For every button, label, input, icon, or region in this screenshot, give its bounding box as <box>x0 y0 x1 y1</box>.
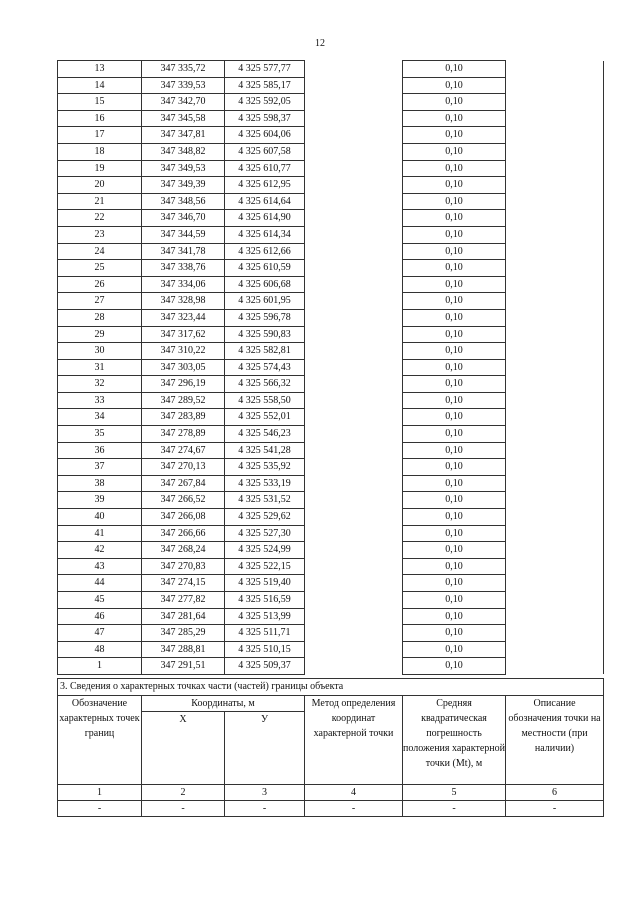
coord-x: 347 348,56 <box>142 193 225 210</box>
coord-y: 4 325 558,50 <box>225 392 305 409</box>
table-row <box>58 592 604 609</box>
table-row <box>58 359 604 376</box>
column-number: 3 <box>225 784 305 800</box>
coord-y: 4 325 529,62 <box>225 509 305 526</box>
error-value: 0,10 <box>403 641 506 658</box>
point-number: 32 <box>58 376 142 393</box>
description-cell <box>506 309 604 326</box>
description-cell <box>506 61 604 78</box>
coord-x: 347 346,70 <box>142 210 225 227</box>
method-cell <box>305 143 403 160</box>
coord-x: 347 266,08 <box>142 509 225 526</box>
column-number: 6 <box>506 784 604 800</box>
coord-y: 4 325 601,95 <box>225 293 305 310</box>
method-cell <box>305 409 403 426</box>
method-cell <box>305 658 403 675</box>
table-row <box>58 542 604 559</box>
header-method: Метод определения координат характерной точки <box>305 695 403 784</box>
coord-y: 4 325 610,77 <box>225 160 305 177</box>
table-row <box>58 260 604 277</box>
point-number: 46 <box>58 608 142 625</box>
coord-y: 4 325 614,90 <box>225 210 305 227</box>
coord-x: 347 281,64 <box>142 608 225 625</box>
description-cell <box>506 509 604 526</box>
description-cell <box>506 193 604 210</box>
method-cell <box>305 110 403 127</box>
column-number: 1 <box>58 784 142 800</box>
table-row <box>58 376 604 393</box>
point-number: 21 <box>58 193 142 210</box>
point-number: 14 <box>58 77 142 94</box>
description-cell <box>506 625 604 642</box>
description-cell <box>506 276 604 293</box>
error-value: 0,10 <box>403 160 506 177</box>
coord-y: 4 325 614,64 <box>225 193 305 210</box>
description-cell <box>506 143 604 160</box>
method-cell <box>305 575 403 592</box>
error-value: 0,10 <box>403 77 506 94</box>
section3-table <box>57 678 604 817</box>
description-cell <box>506 77 604 94</box>
description-cell <box>506 293 604 310</box>
description-cell <box>506 127 604 144</box>
error-value: 0,10 <box>403 260 506 277</box>
description-cell <box>506 94 604 111</box>
error-value: 0,10 <box>403 110 506 127</box>
coord-x: 347 339,53 <box>142 77 225 94</box>
table-row <box>58 409 604 426</box>
coord-y: 4 325 607,58 <box>225 143 305 160</box>
page-number: 12 <box>315 38 325 49</box>
description-cell <box>506 575 604 592</box>
coordinates-table <box>57 60 604 675</box>
description-cell <box>506 525 604 542</box>
point-number: 31 <box>58 359 142 376</box>
point-number: 16 <box>58 110 142 127</box>
description-cell <box>506 243 604 260</box>
coord-x: 347 341,78 <box>142 243 225 260</box>
point-number: 33 <box>58 392 142 409</box>
point-number: 35 <box>58 426 142 443</box>
method-cell <box>305 61 403 78</box>
table-row <box>58 293 604 310</box>
column-number: 4 <box>305 784 403 800</box>
method-cell <box>305 641 403 658</box>
error-value: 0,10 <box>403 193 506 210</box>
coord-x: 347 344,59 <box>142 226 225 243</box>
point-number: 20 <box>58 177 142 194</box>
error-value: 0,10 <box>403 442 506 459</box>
table-row <box>58 77 604 94</box>
method-cell <box>305 392 403 409</box>
description-cell <box>506 426 604 443</box>
table-row <box>58 575 604 592</box>
table-row <box>58 326 604 343</box>
point-number: 29 <box>58 326 142 343</box>
error-value: 0,10 <box>403 276 506 293</box>
error-value: 0,10 <box>403 243 506 260</box>
method-cell <box>305 276 403 293</box>
coord-y: 4 325 590,83 <box>225 326 305 343</box>
error-value: 0,10 <box>403 210 506 227</box>
coord-x: 347 274,15 <box>142 575 225 592</box>
table-row <box>58 658 604 675</box>
error-value: 0,10 <box>403 409 506 426</box>
coord-x: 347 266,52 <box>142 492 225 509</box>
coord-y: 4 325 582,81 <box>225 343 305 360</box>
coord-x: 347 268,24 <box>142 542 225 559</box>
coord-y: 4 325 585,17 <box>225 77 305 94</box>
error-value: 0,10 <box>403 143 506 160</box>
description-cell <box>506 226 604 243</box>
description-cell <box>506 492 604 509</box>
method-cell <box>305 426 403 443</box>
coord-x: 347 349,53 <box>142 160 225 177</box>
table-row <box>58 641 604 658</box>
point-number: 26 <box>58 276 142 293</box>
table-row <box>58 343 604 360</box>
table-row <box>58 475 604 492</box>
description-cell <box>506 160 604 177</box>
point-number: 17 <box>58 127 142 144</box>
error-value: 0,10 <box>403 625 506 642</box>
table-row <box>58 94 604 111</box>
coord-y: 4 325 516,59 <box>225 592 305 609</box>
coord-y: 4 325 524,99 <box>225 542 305 559</box>
point-number: 34 <box>58 409 142 426</box>
coord-x: 347 277,82 <box>142 592 225 609</box>
table-row <box>58 243 604 260</box>
error-value: 0,10 <box>403 343 506 360</box>
point-number: 48 <box>58 641 142 658</box>
empty-value: - <box>403 800 506 816</box>
coord-x: 347 310,22 <box>142 343 225 360</box>
error-value: 0,10 <box>403 492 506 509</box>
method-cell <box>305 608 403 625</box>
description-cell <box>506 376 604 393</box>
description-cell <box>506 343 604 360</box>
table-row <box>58 309 604 326</box>
error-value: 0,10 <box>403 376 506 393</box>
table-row <box>58 525 604 542</box>
section3-title: 3. Сведения о характерных точках части (частей) границы объекта <box>58 679 604 696</box>
coord-x: 347 270,13 <box>142 459 225 476</box>
header-error: Средняя квадратическая погрешность положения характерной точки (Mt), м <box>403 695 506 784</box>
coord-y: 4 325 509,37 <box>225 658 305 675</box>
coord-x: 347 323,44 <box>142 309 225 326</box>
coord-y: 4 325 614,34 <box>225 226 305 243</box>
coord-x: 347 348,82 <box>142 143 225 160</box>
coord-y: 4 325 513,99 <box>225 608 305 625</box>
point-number: 38 <box>58 475 142 492</box>
point-number: 27 <box>58 293 142 310</box>
table-row <box>58 61 604 78</box>
coord-y: 4 325 533,19 <box>225 475 305 492</box>
coord-x: 347 334,06 <box>142 276 225 293</box>
table-row <box>58 392 604 409</box>
coord-y: 4 325 541,28 <box>225 442 305 459</box>
coord-x: 347 338,76 <box>142 260 225 277</box>
method-cell <box>305 492 403 509</box>
method-cell <box>305 459 403 476</box>
error-value: 0,10 <box>403 658 506 675</box>
coord-y: 4 325 566,32 <box>225 376 305 393</box>
description-cell <box>506 177 604 194</box>
point-number: 30 <box>58 343 142 360</box>
coord-x: 347 288,81 <box>142 641 225 658</box>
error-value: 0,10 <box>403 94 506 111</box>
error-value: 0,10 <box>403 575 506 592</box>
point-number: 25 <box>58 260 142 277</box>
error-value: 0,10 <box>403 359 506 376</box>
method-cell <box>305 442 403 459</box>
point-number: 43 <box>58 558 142 575</box>
point-number: 13 <box>58 61 142 78</box>
error-value: 0,10 <box>403 226 506 243</box>
point-number: 37 <box>58 459 142 476</box>
coord-y: 4 325 612,66 <box>225 243 305 260</box>
coord-x: 347 345,58 <box>142 110 225 127</box>
table-row <box>58 160 604 177</box>
point-number: 18 <box>58 143 142 160</box>
coord-y: 4 325 522,15 <box>225 558 305 575</box>
coord-x: 347 335,72 <box>142 61 225 78</box>
coord-x: 347 328,98 <box>142 293 225 310</box>
coord-x: 347 317,62 <box>142 326 225 343</box>
description-cell <box>506 442 604 459</box>
table-row <box>58 127 604 144</box>
point-number: 24 <box>58 243 142 260</box>
method-cell <box>305 94 403 111</box>
coord-y: 4 325 612,95 <box>225 177 305 194</box>
point-number: 23 <box>58 226 142 243</box>
coord-y: 4 325 610,59 <box>225 260 305 277</box>
method-cell <box>305 525 403 542</box>
coord-y: 4 325 577,77 <box>225 61 305 78</box>
header-y: У <box>225 711 305 784</box>
method-cell <box>305 177 403 194</box>
description-cell <box>506 608 604 625</box>
method-cell <box>305 309 403 326</box>
error-value: 0,10 <box>403 592 506 609</box>
table-row <box>58 558 604 575</box>
empty-value: - <box>305 800 403 816</box>
error-value: 0,10 <box>403 426 506 443</box>
coord-x: 347 274,67 <box>142 442 225 459</box>
method-cell <box>305 210 403 227</box>
method-cell <box>305 226 403 243</box>
error-value: 0,10 <box>403 127 506 144</box>
table-row <box>58 210 604 227</box>
method-cell <box>305 77 403 94</box>
description-cell <box>506 641 604 658</box>
header-x: Х <box>142 711 225 784</box>
coord-y: 4 325 527,30 <box>225 525 305 542</box>
point-number: 22 <box>58 210 142 227</box>
empty-value: - <box>58 800 142 816</box>
error-value: 0,10 <box>403 326 506 343</box>
error-value: 0,10 <box>403 608 506 625</box>
coord-y: 4 325 546,23 <box>225 426 305 443</box>
table-row <box>58 226 604 243</box>
description-cell <box>506 475 604 492</box>
method-cell <box>305 326 403 343</box>
coord-y: 4 325 552,01 <box>225 409 305 426</box>
error-value: 0,10 <box>403 293 506 310</box>
method-cell <box>305 127 403 144</box>
error-value: 0,10 <box>403 459 506 476</box>
point-number: 1 <box>58 658 142 675</box>
description-cell <box>506 359 604 376</box>
coord-x: 347 266,66 <box>142 525 225 542</box>
error-value: 0,10 <box>403 558 506 575</box>
coord-y: 4 325 604,06 <box>225 127 305 144</box>
method-cell <box>305 475 403 492</box>
description-cell <box>506 558 604 575</box>
description-cell <box>506 260 604 277</box>
table-row <box>58 492 604 509</box>
description-cell <box>506 210 604 227</box>
coord-x: 347 342,70 <box>142 94 225 111</box>
coord-x: 347 285,29 <box>142 625 225 642</box>
method-cell <box>305 558 403 575</box>
coord-y: 4 325 592,05 <box>225 94 305 111</box>
method-cell <box>305 376 403 393</box>
coord-x: 347 267,84 <box>142 475 225 492</box>
coord-y: 4 325 511,71 <box>225 625 305 642</box>
table-row <box>58 143 604 160</box>
table-row <box>58 442 604 459</box>
method-cell <box>305 160 403 177</box>
point-number: 44 <box>58 575 142 592</box>
method-cell <box>305 260 403 277</box>
coord-y: 4 325 606,68 <box>225 276 305 293</box>
method-cell <box>305 343 403 360</box>
table-row <box>58 426 604 443</box>
error-value: 0,10 <box>403 392 506 409</box>
coord-x: 347 283,89 <box>142 409 225 426</box>
coord-x: 347 278,89 <box>142 426 225 443</box>
method-cell <box>305 625 403 642</box>
coord-x: 347 291,51 <box>142 658 225 675</box>
table-row <box>58 193 604 210</box>
coord-y: 4 325 535,92 <box>225 459 305 476</box>
table-row <box>58 625 604 642</box>
point-number: 47 <box>58 625 142 642</box>
description-cell <box>506 409 604 426</box>
description-cell <box>506 592 604 609</box>
error-value: 0,10 <box>403 509 506 526</box>
coord-y: 4 325 598,37 <box>225 110 305 127</box>
method-cell <box>305 509 403 526</box>
point-number: 28 <box>58 309 142 326</box>
error-value: 0,10 <box>403 309 506 326</box>
point-number: 45 <box>58 592 142 609</box>
table-row <box>58 110 604 127</box>
point-number: 15 <box>58 94 142 111</box>
error-value: 0,10 <box>403 475 506 492</box>
coord-x: 347 349,39 <box>142 177 225 194</box>
table-row <box>58 459 604 476</box>
table-row <box>58 509 604 526</box>
coord-x: 347 347,81 <box>142 127 225 144</box>
coord-x: 347 289,52 <box>142 392 225 409</box>
empty-value: - <box>142 800 225 816</box>
table-row <box>58 276 604 293</box>
method-cell <box>305 193 403 210</box>
description-cell <box>506 392 604 409</box>
coord-y: 4 325 574,43 <box>225 359 305 376</box>
method-cell <box>305 359 403 376</box>
method-cell <box>305 592 403 609</box>
point-number: 39 <box>58 492 142 509</box>
coord-y: 4 325 519,40 <box>225 575 305 592</box>
column-number: 2 <box>142 784 225 800</box>
empty-value: - <box>506 800 604 816</box>
coord-y: 4 325 596,78 <box>225 309 305 326</box>
description-cell <box>506 110 604 127</box>
coord-x: 347 296,19 <box>142 376 225 393</box>
coord-x: 347 303,05 <box>142 359 225 376</box>
header-designation: Обозначение характерных точек границ <box>58 695 142 784</box>
empty-value: - <box>225 800 305 816</box>
header-coordinates: Координаты, м <box>142 695 305 711</box>
description-cell <box>506 326 604 343</box>
description-cell <box>506 459 604 476</box>
point-number: 40 <box>58 509 142 526</box>
point-number: 41 <box>58 525 142 542</box>
error-value: 0,10 <box>403 542 506 559</box>
coord-y: 4 325 531,52 <box>225 492 305 509</box>
coord-x: 347 270,83 <box>142 558 225 575</box>
description-cell <box>506 658 604 675</box>
point-number: 42 <box>58 542 142 559</box>
description-cell <box>506 542 604 559</box>
table-row <box>58 608 604 625</box>
header-description: Описание обозначения точки на местности (при наличии) <box>506 695 604 784</box>
method-cell <box>305 293 403 310</box>
coord-y: 4 325 510,15 <box>225 641 305 658</box>
column-number: 5 <box>403 784 506 800</box>
method-cell <box>305 542 403 559</box>
error-value: 0,10 <box>403 61 506 78</box>
error-value: 0,10 <box>403 525 506 542</box>
error-value: 0,10 <box>403 177 506 194</box>
point-number: 36 <box>58 442 142 459</box>
point-number: 19 <box>58 160 142 177</box>
method-cell <box>305 243 403 260</box>
table-row <box>58 177 604 194</box>
